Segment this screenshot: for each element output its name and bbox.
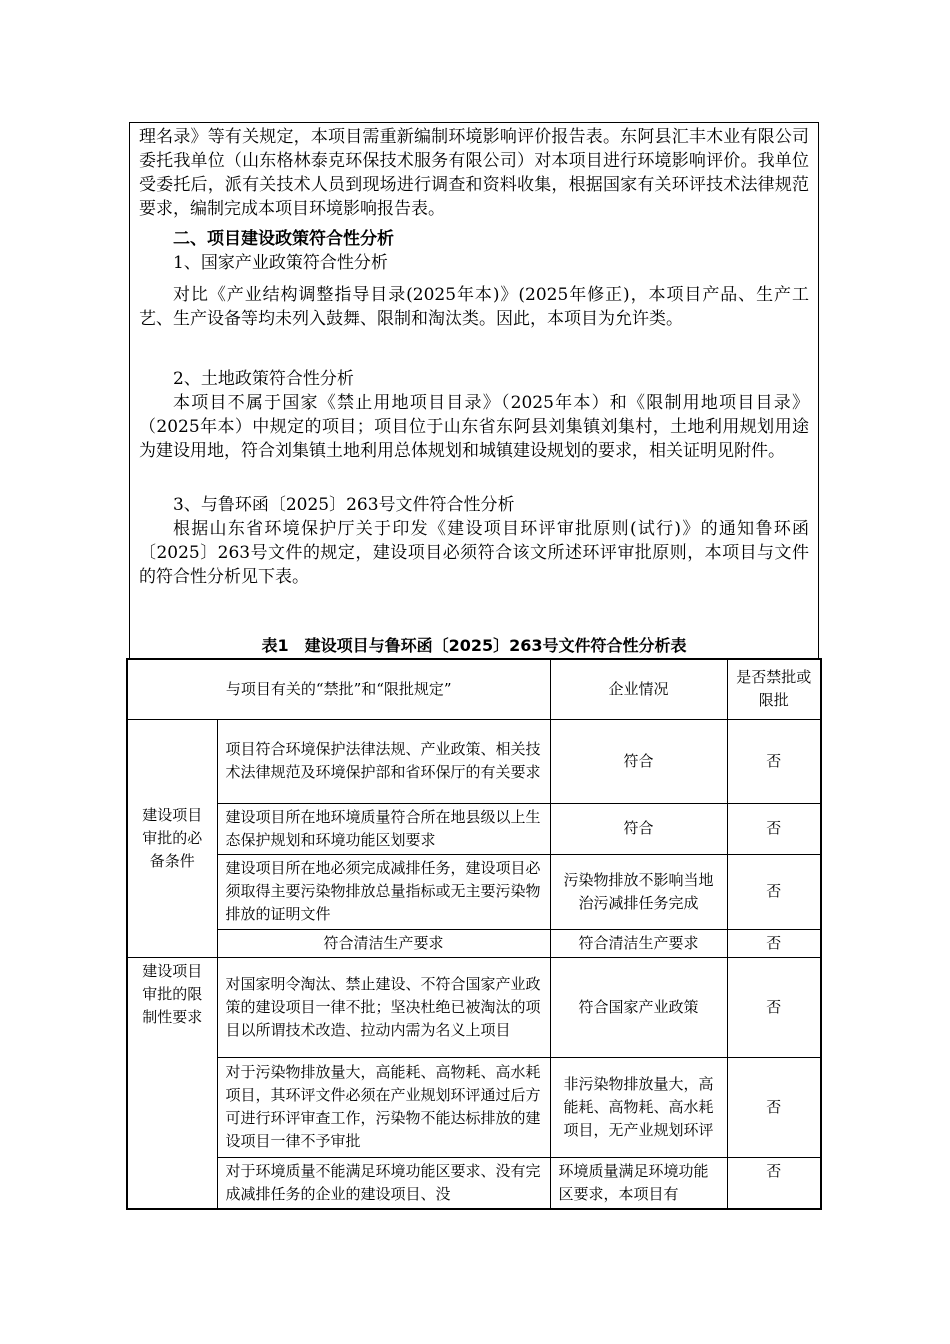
subheading-land-policy: 2、土地政策符合性分析 bbox=[173, 369, 354, 389]
table-row bbox=[127, 803, 821, 854]
condition-cell: 建设项目所在地环境质量符合所在地县级以上生态保护规划和环境功能区划要求 bbox=[217, 803, 550, 854]
compliance-table bbox=[126, 658, 822, 1210]
situation-cell: 污染物排放不影响当地治污减排任务完成 bbox=[550, 854, 727, 929]
table-row bbox=[127, 1057, 821, 1157]
group-label-restrictive: 建设项目审批的限制性要求 bbox=[127, 957, 217, 1209]
industry-policy-paragraph: 对比《产业结构调整指导目录(2025年本)》(2025年修正)，本项目产品、生产工艺、生产设备等均未列入鼓舞、限制和淘汰类。因此，本项目为允许类。 bbox=[139, 285, 809, 329]
situation-cell: 符合 bbox=[550, 719, 727, 803]
land-policy-paragraph: 本项目不属于国家《禁止用地项目目录》（2025年本）和《限制用地项目目录》（2025年本）中规定的项目；项目位于山东省东阿县刘集镇刘集村，土地利用规划用途为建设用地，符合刘集镇土地利用总体规划和城镇建设规划的要求，相关证明见附件。 bbox=[139, 393, 809, 461]
condition-cell: 对于环境质量不能满足环境功能区要求、没有完成减排任务的企业的建设项目、没 bbox=[217, 1157, 550, 1209]
banned-cell: 否 bbox=[727, 1057, 821, 1157]
situation-cell: 符合清洁生产要求 bbox=[550, 929, 727, 957]
banned-cell: 否 bbox=[727, 803, 821, 854]
condition-cell: 项目符合环境保护法律法规、产业政策、相关技术法律规范及环境保护部和省环保厅的有关要求 bbox=[217, 719, 550, 803]
condition-cell: 符合清洁生产要求 bbox=[217, 929, 550, 957]
situation-cell: 环境质量满足环境功能区要求，本项目有 bbox=[550, 1157, 727, 1209]
banned-cell: 否 bbox=[727, 854, 821, 929]
condition-cell: 对国家明令淘汰、禁止建设、不符合国家产业政策的建设项目一律不批；坚决杜绝已被淘汰的项目以所谓技术改造、拉动内需为名义上项目 bbox=[217, 957, 550, 1057]
header-banned: 是否禁批或限批 bbox=[727, 659, 821, 719]
table-caption: 表1 建设项目与鲁环函〔2025〕263号文件符合性分析表 bbox=[261, 636, 687, 655]
table-row bbox=[127, 719, 821, 803]
header-rule: 与项目有关的“禁批”和“限批规定” bbox=[127, 659, 550, 719]
condition-cell: 对于污染物排放量大，高能耗、高物耗、高水耗项目，其环评文件必须在产业规划环评通过后方可进行环评审查工作，污染物不能达标排放的建设项目一律不予审批 bbox=[217, 1057, 550, 1157]
condition-cell: 建设项目所在地必须完成减排任务，建设项目必须取得主要污染物排放总量指标或无主要污染物排放的证明文件 bbox=[217, 854, 550, 929]
banned-cell: 否 bbox=[727, 957, 821, 1057]
table-row bbox=[127, 1157, 821, 1209]
table-row bbox=[127, 929, 821, 957]
situation-cell: 符合国家产业政策 bbox=[550, 957, 727, 1057]
text-frame bbox=[129, 122, 819, 659]
group-label-required: 建设项目审批的必备条件 bbox=[127, 719, 217, 957]
situation-cell: 符合 bbox=[550, 803, 727, 854]
header-situation: 企业情况 bbox=[550, 659, 727, 719]
banned-cell: 否 bbox=[727, 719, 821, 803]
table-header-row bbox=[127, 659, 821, 719]
banned-cell: 否 bbox=[727, 1157, 821, 1209]
table-row bbox=[127, 957, 821, 1057]
banned-cell: 否 bbox=[727, 929, 821, 957]
subheading-industry-policy: 1、国家产业政策符合性分析 bbox=[173, 253, 388, 273]
subheading-document-compliance: 3、与鲁环函〔2025〕263号文件符合性分析 bbox=[173, 495, 515, 515]
situation-cell: 非污染物排放量大，高能耗、高物耗、高水耗项目，无产业规划环评 bbox=[550, 1057, 727, 1157]
document-compliance-paragraph: 根据山东省环境保护厅关于印发《建设项目环评审批原则(试行)》的通知鲁环函〔2025〕263号文件的规定，建设项目必须符合该文所述环评审批原则，本项目与文件的符合性分析见下表。 bbox=[139, 519, 809, 587]
table-row bbox=[127, 854, 821, 929]
section-heading: 二、项目建设政策符合性分析 bbox=[173, 229, 394, 249]
intro-paragraph: 理名录》等有关规定，本项目需重新编制环境影响评价报告表。东阿县汇丰木业有限公司委托我单位（山东格林泰克环保技术服务有限公司）对本项目进行环境影响评价。我单位受委托后，派有关技术人员到现场进行调查和资料收集，根据国家有关环评技术法律规范要求，编制完成本项目环境影响报告表。 bbox=[139, 127, 809, 219]
